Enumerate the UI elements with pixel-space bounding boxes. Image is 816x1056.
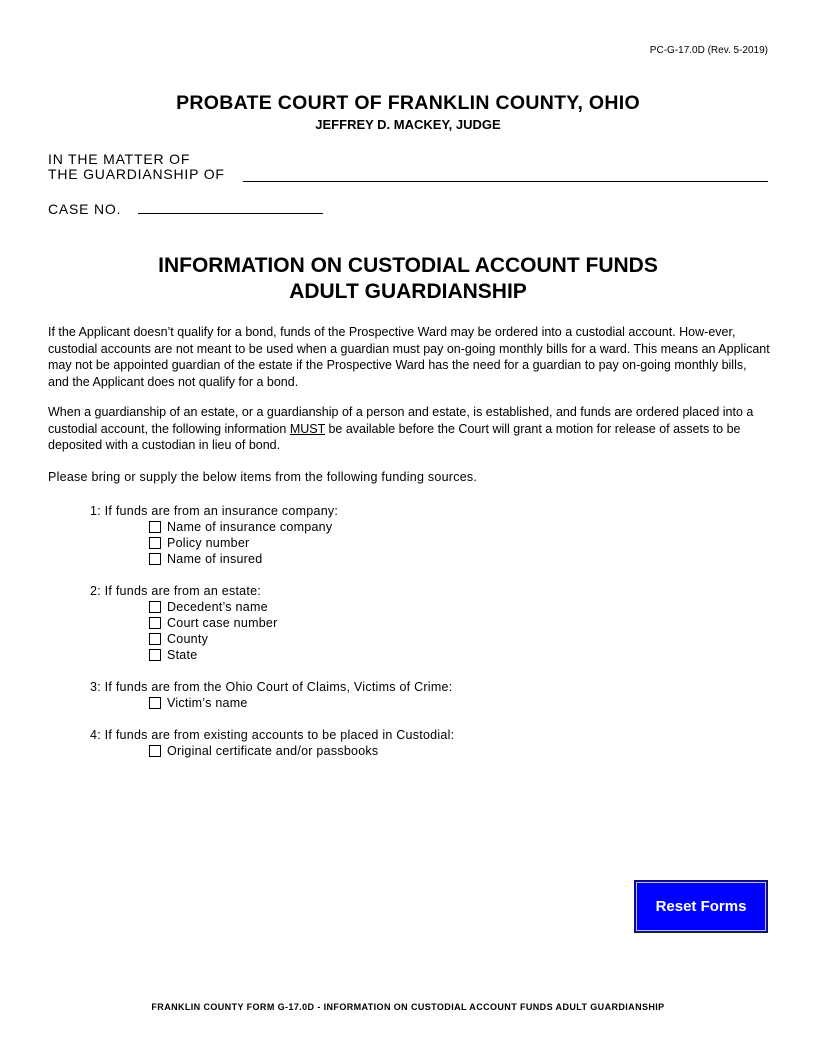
list-item — [149, 599, 278, 615]
item-label: Name of insurance company — [167, 520, 333, 534]
judge-name: JEFFREY D. MACKEY, JUDGE — [315, 117, 501, 132]
must-paragraph-start: When a guardianship of an estate, or a guardianship of a person and estate, is established, and funds are ordered placed into a custodial account, the following information — [48, 405, 754, 436]
instruction-text: Please bring or supply the below items from the following funding sources. — [48, 470, 478, 484]
checkbox-icon — [149, 617, 161, 629]
checkbox-icon — [149, 601, 161, 613]
source-heading: 3: If funds are from the Ohio Court of Claims, Victims of Crime: — [90, 680, 453, 694]
guardianship-name-field[interactable] — [243, 181, 768, 182]
item-label: Name of insured — [167, 552, 263, 566]
item-label: Victim’s name — [167, 696, 248, 710]
list-item — [149, 551, 338, 567]
source-heading: 2: If funds are from an estate: — [90, 584, 262, 598]
document-title — [0, 253, 816, 305]
checkbox-icon — [149, 633, 161, 645]
source-heading: 4: If funds are from existing accounts to be placed in Custodial: — [90, 728, 455, 742]
footer-form-title: FRANKLIN COUNTY FORM G-17.0D - INFORMATION ON CUSTODIAL ACCOUNT FUNDS ADULT GUARDIANSHIP — [151, 1002, 665, 1012]
list-item — [149, 647, 278, 663]
item-label: Court case number — [167, 616, 278, 630]
checkbox-icon — [149, 697, 161, 709]
checkbox-icon — [149, 537, 161, 549]
matter-line-1: IN THE MATTER OF — [48, 151, 191, 167]
list-item — [149, 631, 278, 647]
form-code: PC-G-17.0D (Rev. 5-2019) — [649, 45, 768, 56]
case-number-field[interactable] — [138, 213, 323, 214]
item-label: Original certificate and/or passbooks — [167, 744, 379, 758]
item-label: Policy number — [167, 536, 250, 550]
title-line-2: ADULT GUARDIANSHIP — [289, 280, 527, 303]
case-number-label: CASE NO. — [48, 201, 122, 217]
source-existing-accounts — [90, 727, 454, 759]
checkbox-icon — [149, 521, 161, 533]
source-court-of-claims — [90, 679, 452, 711]
bond-paragraph: If the Applicant doesn’t qualify for a bond, funds of the Prospective Ward may be ordered into a custodial account. How-ever, custodial accounts are not meant to be used when a guardian must pay on-going monthly bills for a ward. This means an Applicant may not be appointed guardian of the estate if the Prospective Ward has the need for a guardian to pay on-going monthly bills, and the Applicant does not qualify for a bond. — [48, 325, 770, 389]
matter-line-2: THE GUARDIANSHIP OF — [48, 166, 225, 182]
reset-forms-button[interactable]: Reset Forms — [634, 880, 768, 933]
matter-label — [48, 152, 225, 182]
must-paragraph — [48, 404, 770, 454]
list-item — [149, 615, 278, 631]
item-label: Decedent’s name — [167, 600, 268, 614]
must-paragraph-end: be available before the Court will grant a motion for release of assets to be deposited with a custodian in lieu of bond. — [48, 421, 741, 452]
list-item — [149, 743, 454, 759]
list-item — [149, 535, 338, 551]
title-line-1: INFORMATION ON CUSTODIAL ACCOUNT FUNDS — [158, 254, 658, 277]
item-label: State — [167, 648, 198, 662]
court-name: PROBATE COURT OF FRANKLIN COUNTY, OHIO — [176, 92, 640, 114]
checkbox-icon — [149, 553, 161, 565]
source-insurance — [90, 503, 338, 567]
source-estate — [90, 583, 278, 663]
must-emphasis: MUST — [289, 421, 325, 436]
item-label: County — [167, 632, 209, 646]
list-item — [149, 519, 338, 535]
list-item — [149, 695, 452, 711]
source-heading: 1: If funds are from an insurance company: — [90, 504, 339, 518]
checkbox-icon — [149, 649, 161, 661]
checkbox-icon — [149, 745, 161, 757]
